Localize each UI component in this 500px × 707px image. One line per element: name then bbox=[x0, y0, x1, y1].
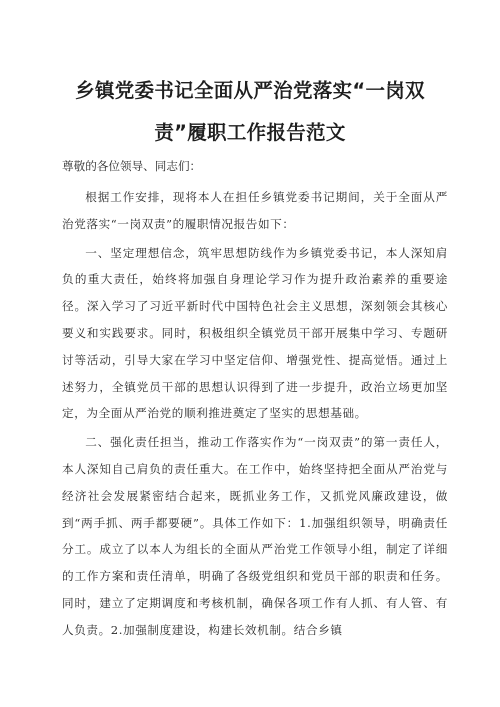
document-title bbox=[60, 70, 440, 154]
paragraph-intro: 根据工作安排，现将本人在担任乡镇党委书记期间，关于全面从严治党落实“一岗双责”的履职情况报告如下： bbox=[62, 190, 448, 231]
title-line-1: 乡镇党委书记全面从严治党落实“一岗双 bbox=[75, 79, 425, 102]
paragraph-section-1: 一、坚定理想信念，筑牢思想防线作为乡镇党委书记，本人深知肩负的重大责任，始终将加强自身理论学习作为提升政治素养的重要途径。深入学习了习近平新时代中国特色社会主义思想，深刻领会其核心要义和实践要求。同时，积极组织全镇党员干部开展集中学习、专题研讨等活动，引导大家在学习中坚定信仰、增强党性、提高觉悟。通过上述努力，全镇党员干部的思想认识得到了进一步提升，政治立场更加坚定，为全面从严治党的顺利推进奠定了坚实的思想基础。 bbox=[62, 245, 448, 421]
paragraph-section-2: 二、强化责任担当，推动工作落实作为“一岗双责”的第一责任人，本人深知自己肩负的责任重大。在工作中，始终坚持把全面从严治党与经济社会发展紧密结合起来，既抓业务工作，又抓党风廉政建设，做到“两手抓、两手都要硬”。具体工作如下：1.加强组织领导，明确责任分工。成立了以本人为组长的全面从严治党工作领导小组，制定了详细的工作方案和责任清单，明确了各级党组织和党员干部的职责和任务。同时，建立了定期调度和考核机制，确保各项工作有人抓、有人管、有人负责。2.加强制度建设，构建长效机制。结合乡镇 bbox=[62, 435, 448, 637]
salutation: 尊敬的各位领导、同志们： bbox=[62, 159, 202, 173]
document-body bbox=[62, 158, 448, 644]
title-line-2: 责”履职工作报告范文 bbox=[154, 121, 346, 144]
